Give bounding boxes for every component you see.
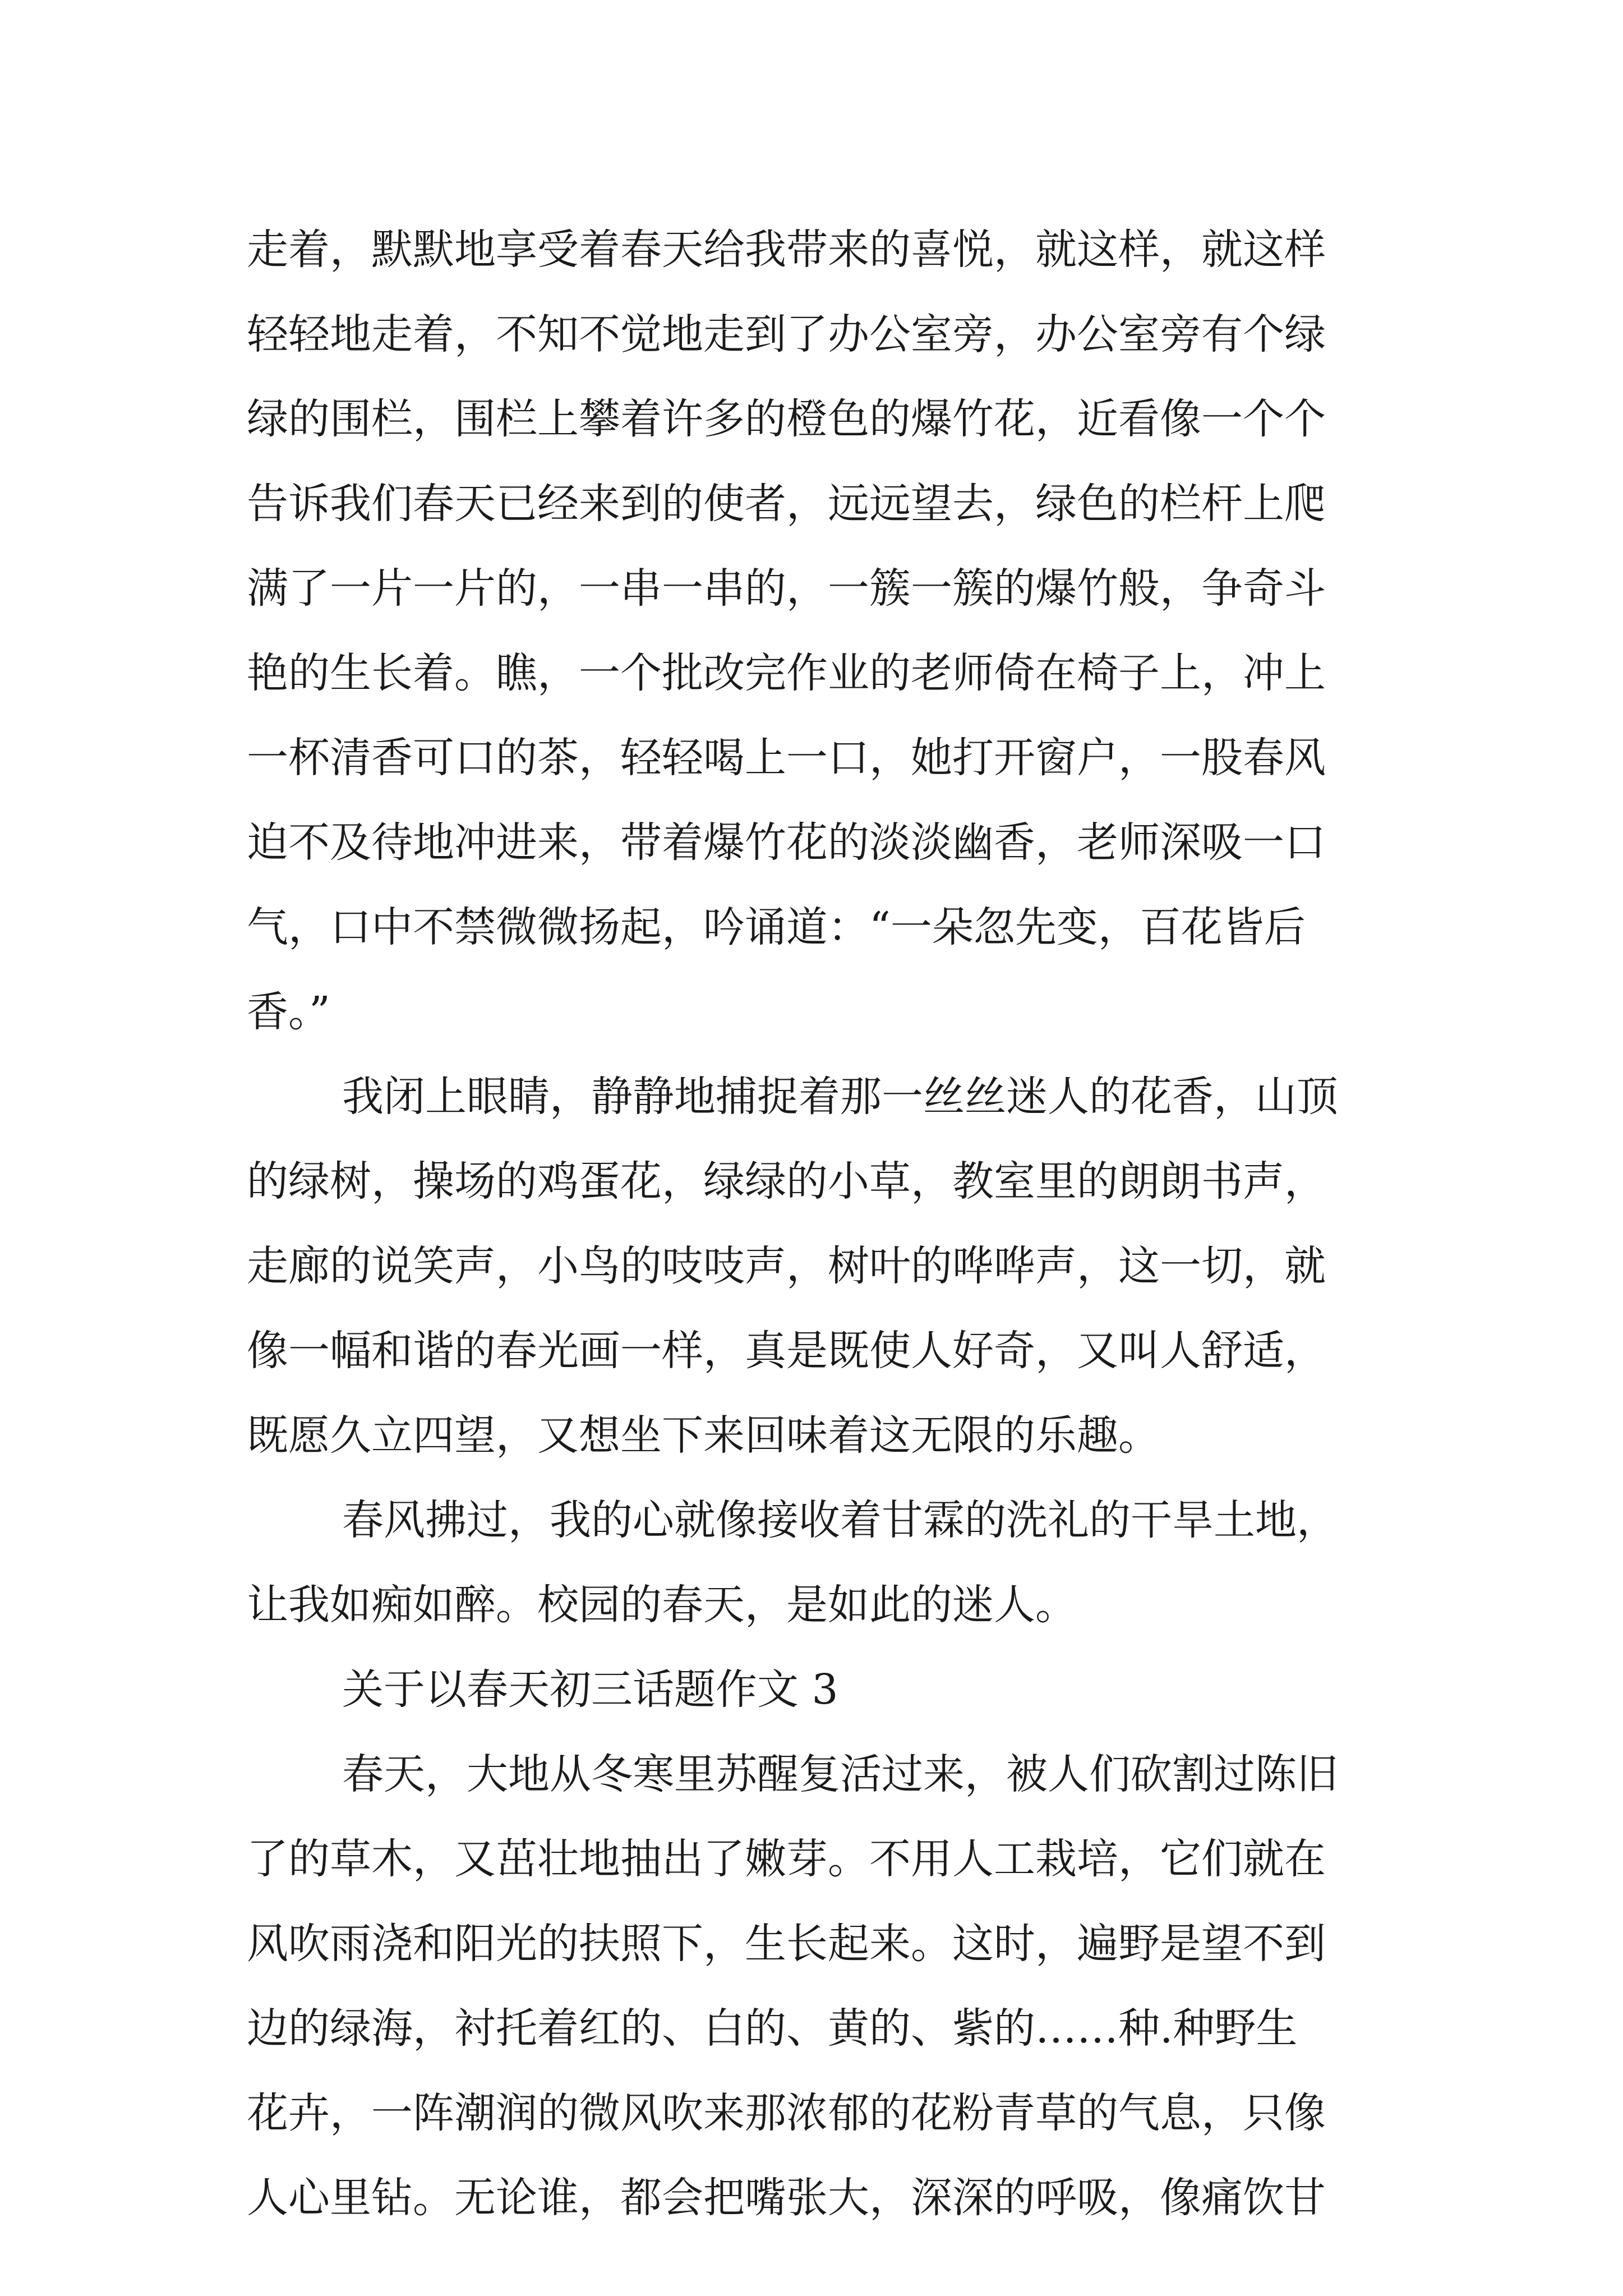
- paragraph-line: 的绿树，操场的鸡蛋花，绿绿的小草，教室里的朗朗书声，: [247, 1157, 1326, 1205]
- paragraph-line: 满了一片一片的，一串一串的，一簇一簇的爆竹般，争奇斗: [247, 564, 1326, 613]
- paragraph-line: 了的草木，又茁壮地抽出了嫩芽。不用人工栽培，它们就在: [247, 1835, 1326, 1883]
- paragraph-line: 春风拂过，我的心就像接收着甘霖的洗礼的干旱土地，: [342, 1496, 1338, 1544]
- paragraph-line: 一杯清香可口的茶，轻轻喝上一口，她打开窗户，一股春风: [247, 734, 1326, 782]
- paragraph-line: 迫不及待地冲进来，带着爆竹花的淡淡幽香，老师深吸一口: [247, 818, 1326, 867]
- paragraph-line: 花卉，一阵潮润的微风吹来那浓郁的花粉青草的气息，只像: [247, 2089, 1326, 2137]
- paragraph-line: 轻轻地走着，不知不觉地走到了办公室旁，办公室旁有个绿: [247, 310, 1326, 358]
- paragraph-line: 春天，大地从冬寒里苏醒复活过来，被人们砍割过陈旧: [342, 1750, 1338, 1798]
- paragraph-line: 告诉我们春天已经来到的使者，远远望去，绿色的栏杆上爬: [247, 480, 1326, 528]
- paragraph-line: 边的绿海，衬托着红的、白的、黄的、紫的……种.种野生: [247, 2004, 1298, 2053]
- paragraph-line: 像一幅和谐的春光画一样，真是既使人好奇，又叫人舒适，: [247, 1327, 1326, 1375]
- paragraph-line: 走着，默默地享受着春天给我带来的喜悦，就这样，就这样: [247, 226, 1326, 274]
- section-heading: 关于以春天初三话题作文 3: [342, 1665, 838, 1714]
- paragraph-line: 香。”: [247, 988, 330, 1036]
- essay-text: [247, 208, 1380, 2240]
- paragraph-line: 气，口中不禁微微扬起，吟诵道：“一朵忽先变，百花皆后: [247, 903, 1306, 951]
- paragraph-line: 风吹雨浇和阳光的扶照下，生长起来。这时，遍野是望不到: [247, 1920, 1326, 1968]
- paragraph-line: 让我如痴如醉。校园的春天，是如此的迷人。: [247, 1581, 1077, 1629]
- paragraph-line: 绿的围栏，围栏上攀着许多的橙色的爆竹花，近看像一个个: [247, 395, 1326, 443]
- paragraph-line: 艳的生长着。瞧，一个批改完作业的老师倚在椅子上，冲上: [247, 649, 1326, 697]
- paragraph-line: 我闭上眼睛，静静地捕捉着那一丝丝迷人的花香，山顶: [342, 1073, 1338, 1121]
- paragraph-line: 人心里钻。无论谁，都会把嘴张大，深深的呼吸，像痛饮甘: [247, 2174, 1326, 2222]
- paragraph-line: 既愿久立四望，又想坐下来回味着这无限的乐趣。: [247, 1411, 1160, 1460]
- paragraph-line: 走廊的说笑声，小鸟的吱吱声，树叶的哗哗声，这一切，就: [247, 1242, 1326, 1290]
